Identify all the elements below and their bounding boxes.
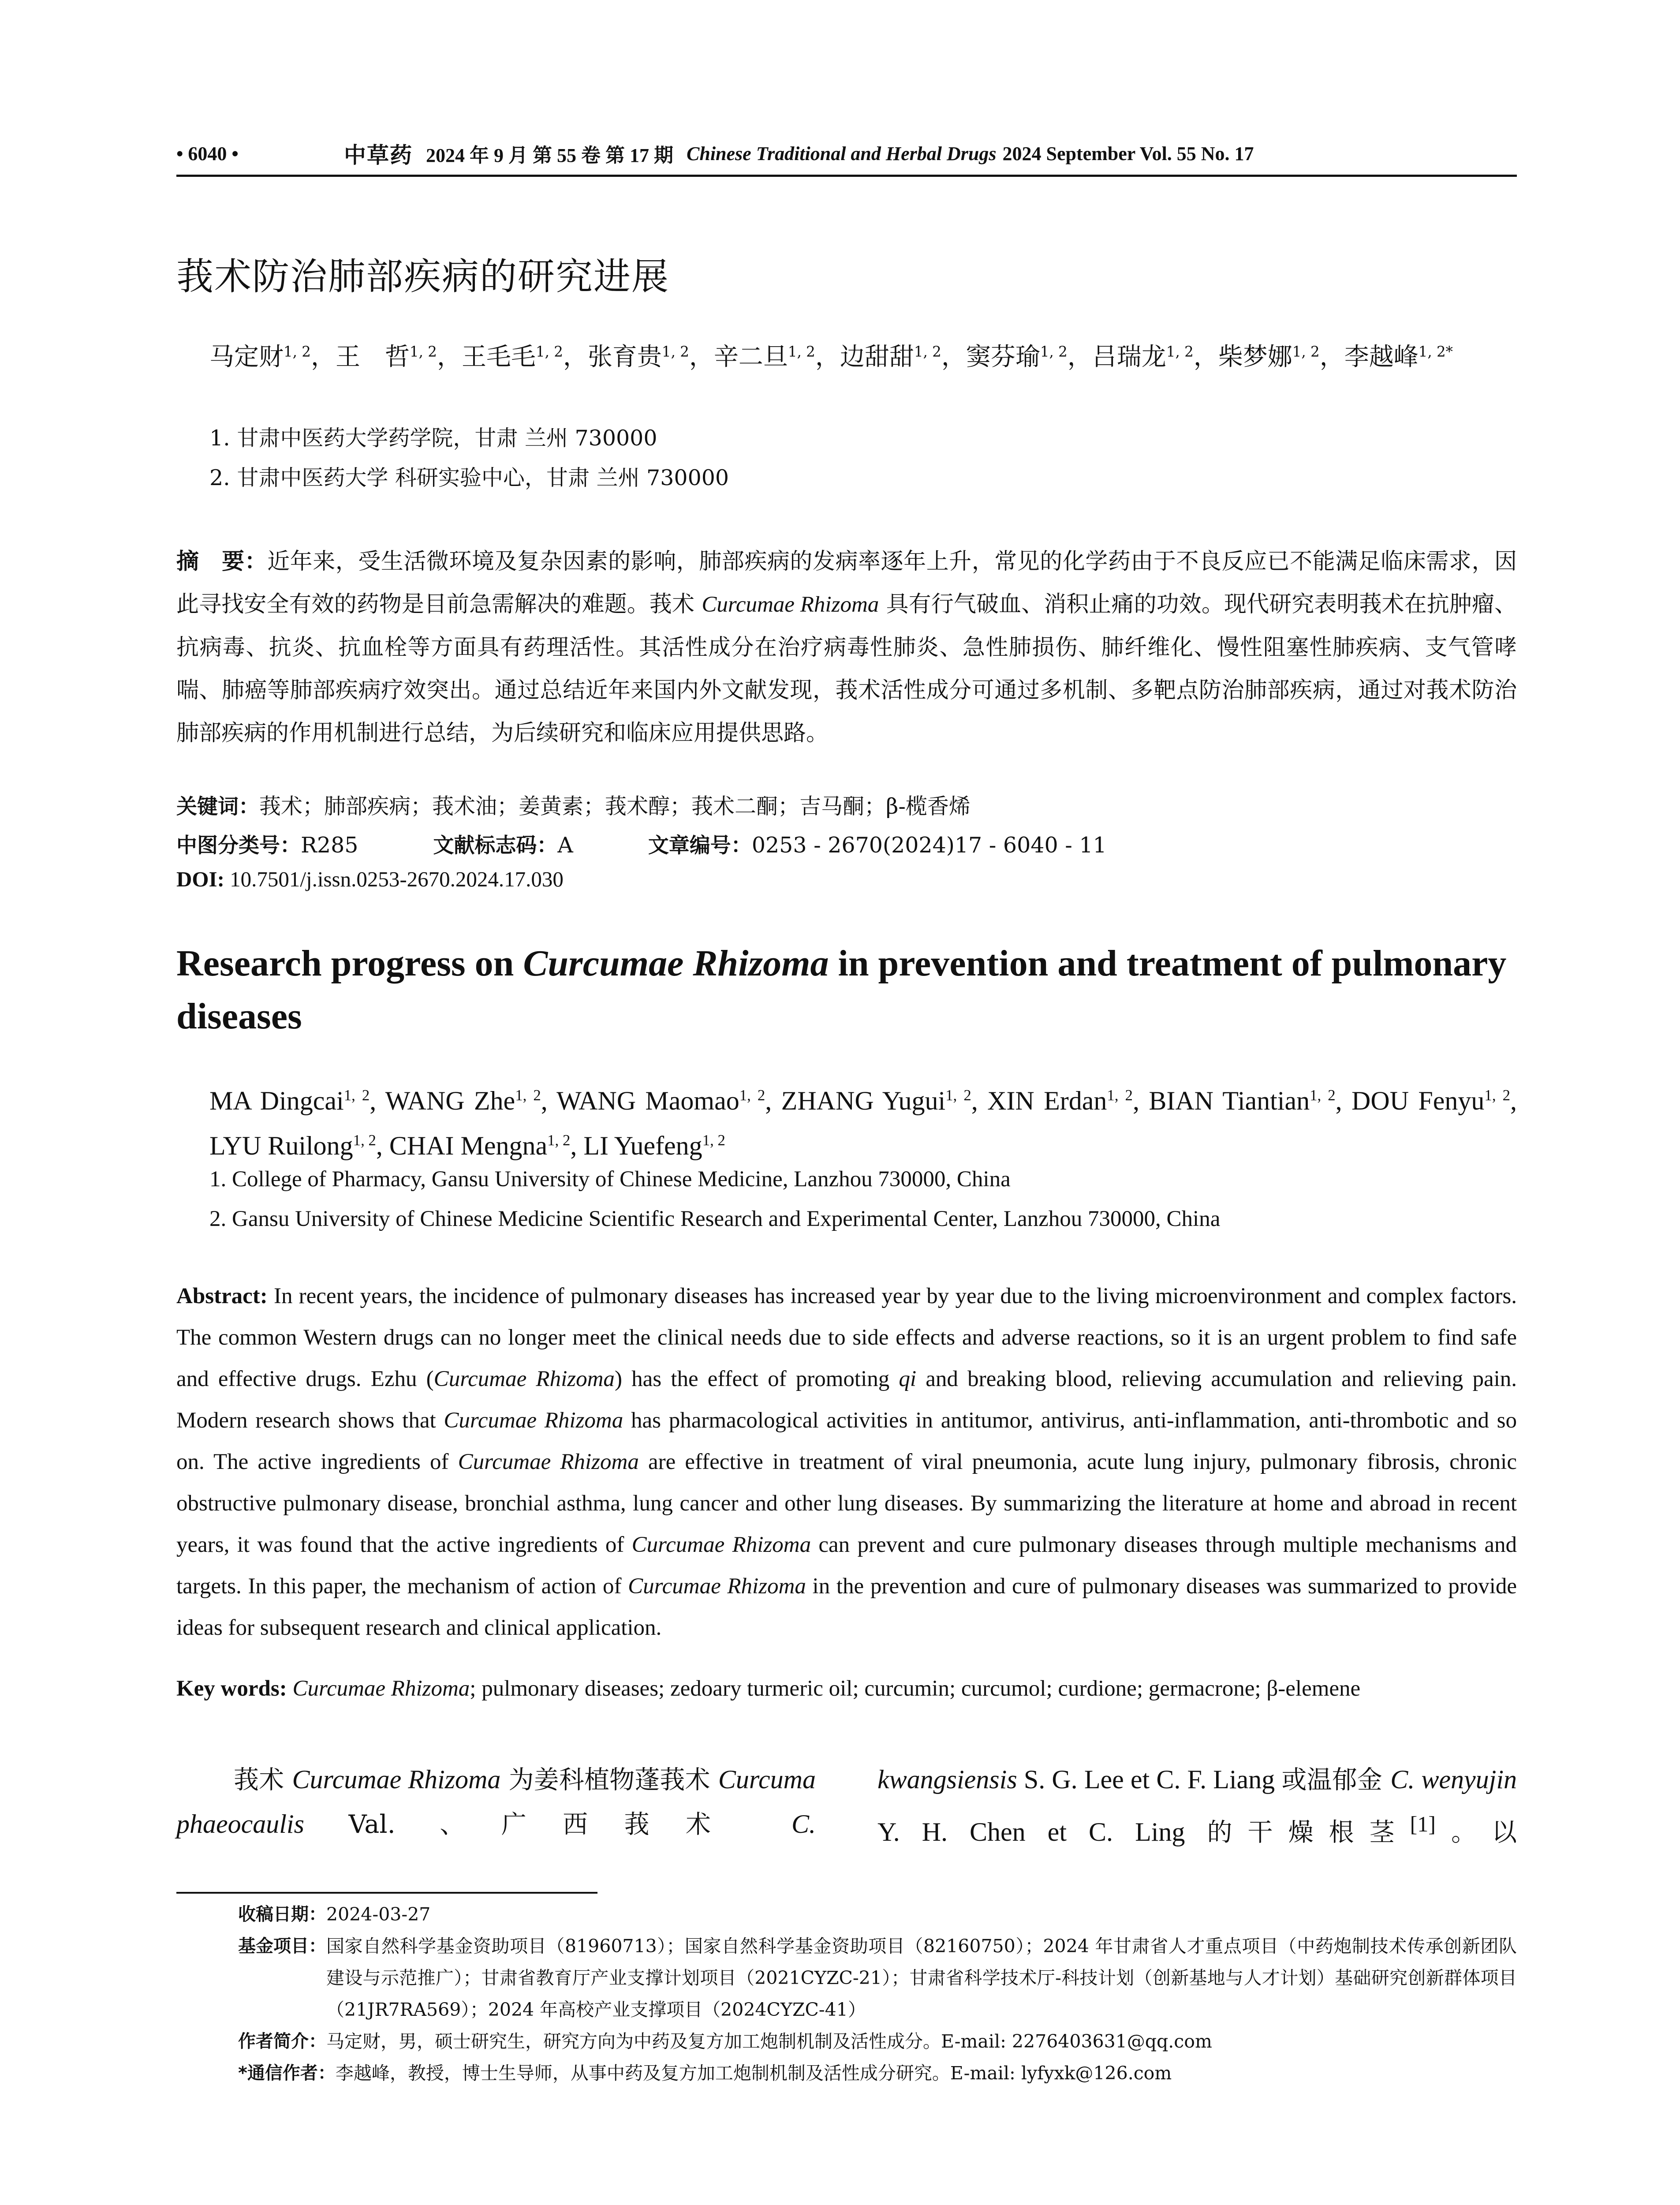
body-text: C. [791, 1809, 816, 1839]
body-text: Y. H. Chen et C. Ling [877, 1817, 1207, 1846]
author-name-en: BIAN Tiantian [1149, 1086, 1310, 1115]
body-text: S. G. Lee et C. F. Liang [1017, 1765, 1282, 1794]
author-affiliation-mark: 1, 2 [343, 1087, 370, 1104]
footnote-fund [238, 1930, 1517, 2026]
title-cn: 莪术防治肺部疾病的研究进展 [176, 255, 670, 298]
received-label: 收稿日期： [238, 1904, 326, 1925]
author-name-cn: 窦芬瑜 [966, 343, 1040, 371]
issue-info-en: 2024 September Vol. 55 No. 17 [1002, 142, 1254, 164]
body-text: Curcuma phaeocaulis [176, 1765, 816, 1839]
doi-value[interactable]: 10.7501/j.issn.0253-2670.2024.17.030 [230, 867, 564, 891]
body-text: 为姜科植物蓬莪术 [500, 1765, 718, 1794]
author-affiliation-mark: 1, 2 [284, 343, 311, 360]
abstract-text-en: can prevent and cure pulmonary diseases through multiple mechanisms and targets. In this paper, the mechanism of action of [176, 1532, 1517, 1599]
author-name-cn: 辛二旦 [713, 343, 788, 371]
author-name-en: WANG Maomao [556, 1086, 739, 1115]
author-name-cn: 边甜甜 [840, 343, 914, 371]
author-affiliation-mark: 1, 2 [945, 1087, 971, 1104]
author-affiliation-mark: 1, 2 [1484, 1087, 1510, 1104]
author-name-cn: 李越峰 [1344, 343, 1419, 371]
doi-line [176, 867, 1517, 892]
title-en-part-1: Research progress on [176, 943, 523, 984]
footnote-rule [176, 1892, 597, 1894]
author-affiliation-mark: 1, 2 [914, 343, 941, 360]
author-name-cn: 马定财 [209, 343, 284, 371]
author-name-en: ZHANG Yugui [781, 1086, 946, 1115]
classification-line [176, 829, 1517, 859]
author-name-en: MA Dingcai [209, 1086, 344, 1115]
author-affiliation-mark: 1, 2 [788, 343, 815, 360]
author-name-cn: 吕瑞龙 [1092, 343, 1166, 371]
article-no-label: 文章编号： [648, 833, 752, 858]
abstract-text-en: ) has the effect of promoting [614, 1367, 899, 1391]
author-name-en: XIN Erdan [987, 1086, 1107, 1115]
author-affiliation-mark: 1, 2 [547, 1132, 571, 1149]
author-bio-label: 作者简介： [238, 2031, 326, 2052]
title-en-part-2: in prevention and treatment of pulmonary diseases [176, 943, 1507, 1037]
abstract-text-en: has pharmacological activities in antitumor, antivirus, anti-inflammation, anti-thrombotic and so on. The active ingredients of [176, 1408, 1517, 1474]
author-name-cn: 柴梦娜 [1218, 343, 1292, 371]
author-bio-text: 马定财，男，硕士研究生，研究方向为中药及复方加工炮制机制及活性成分。E-mail: 2276403631@qq.com [326, 2031, 1212, 2052]
footnote-corresponding [238, 2057, 1517, 2089]
keywords-text-cn: 莪术；肺部疾病；莪术油；姜黄素；莪术醇；莪术二酮；吉马酮；β-榄香烯 [259, 794, 971, 819]
abstract-latin-term: Curcumae Rhizoma [631, 1532, 811, 1557]
footnote-author [238, 2026, 1517, 2057]
author-affiliation-mark: 1, 2 [1166, 343, 1194, 360]
body-text: 或温郁金 [1281, 1765, 1391, 1794]
author-name-en: WANG Zhe [385, 1086, 515, 1115]
received-date: 2024-03-27 [326, 1904, 431, 1925]
corresponding-text: 李越峰，教授，博士生导师，从事中药及复方加工炮制机制及活性成分研究。E-mail: lyfyxk@126.com [335, 2063, 1172, 2084]
abstract-label-cn: 摘 要： [176, 549, 268, 575]
body-text: 莪术 [234, 1765, 292, 1794]
corresponding-label: *通信作者： [238, 2063, 336, 2083]
abstract-text-en: and breaking blood, relieving accumulation and relieving pain. Modern research shows that [176, 1367, 1517, 1433]
abstract-text-en: are effective in treatment of viral pneumonia, acute lung injury, pulmonary fibrosis, chronic obstructive pulmonary disease, bronchial asthma, lung cancer and other lung diseases. By summarizing the literature at home and abroad in recent years, it was found that the active ingredients of [176, 1450, 1517, 1557]
keywords-text-en: ; pulmonary diseases; zedoary turmeric oil; curcumin; curcumol; curdione; germacrone; β-elemene [470, 1676, 1361, 1701]
keywords-en [176, 1676, 1517, 1701]
author-affiliation-mark: 1, 2 [661, 343, 689, 360]
abstract-en [176, 1275, 1517, 1648]
author-affiliation-mark: 1, 2 [353, 1132, 376, 1149]
author-affiliation-mark: 1, 2 [1107, 1087, 1133, 1104]
affiliation-2-en: 2. Gansu University of Chinese Medicine Scientific Research and Experimental Center, Lanzhou 730000, China [209, 1207, 1221, 1231]
affiliation-1-cn: 1. 甘肃中医药大学药学院，甘肃 兰州 730000 [209, 426, 657, 451]
abstract-label-en: Abstract: [176, 1284, 268, 1308]
body-column-left [176, 1757, 816, 1846]
title-en-latin: Curcumae Rhizoma [523, 943, 829, 984]
keywords-cn [176, 789, 1517, 820]
author-affiliation-mark: 1, 2* [1418, 343, 1453, 360]
clc-label: 中图分类号： [176, 833, 301, 858]
citation-mark: [1] [1410, 1812, 1436, 1836]
abstract-latin-term: Curcumae Rhizoma [444, 1408, 623, 1433]
journal-name-en: Chinese Traditional and Herbal Drugs [687, 142, 997, 164]
abstract-latin-cn: Curcumae Rhizoma [702, 592, 879, 617]
author-name-en: LI Yuefeng [583, 1131, 702, 1160]
author-affiliation-mark: 1, 2 [409, 343, 437, 360]
body-column-right [877, 1757, 1517, 1854]
author-list-cn: 马定财$^{1, 2}$，王 哲$^{1, 2}$，王毛毛$^{1, 2}$，张育贵$^{1, 2}$，辛二旦$^{1, 2}$，边甜甜$^{1, 2}$，窦芬瑜$^{1, 2}$，吕瑞龙$^{1, 2}$，柴梦娜$^{1, 2}$，李越峰$^{1, 2*}$ [209, 343, 1453, 371]
author-name-en: CHAI Mengna [389, 1131, 548, 1160]
running-header [176, 132, 1517, 177]
doc-code-label: 文献标志码： [433, 833, 558, 858]
title-en [176, 937, 1517, 1043]
author-affiliation-mark: 1, 2 [535, 343, 563, 360]
body-text: C. wenyujin [1390, 1765, 1517, 1794]
article-no-value: 0253 - 2670(2024)17 - 6040 - 11 [751, 833, 1107, 858]
author-affiliation-mark: 1, 2 [702, 1132, 725, 1149]
doc-code-value: A [557, 833, 573, 858]
author-name-cn: 王毛毛 [461, 343, 536, 371]
footnotes [238, 1899, 1517, 2089]
author-name-en: LYU Ruilong [209, 1131, 353, 1160]
doi-label: DOI: [176, 867, 224, 891]
abstract-text-en: In recent years, the incidence of pulmonary diseases has increased year by year due to the living microenvironment and complex factors. The common Western drugs can no longer meet the clinical needs due to side effects and adverse reactions, so it is an urgent problem to find safe and effective drugs. Ezhu ( [176, 1284, 1517, 1391]
author-name-en: DOU Fenyu [1351, 1086, 1485, 1115]
keywords-latin-en: Curcumae Rhizoma [292, 1676, 470, 1701]
author-affiliation-mark: 1, 2 [739, 1087, 765, 1104]
body-text: Val. 、广西莪术 [304, 1810, 791, 1839]
abstract-latin-term: qi [899, 1367, 917, 1391]
author-affiliation-mark: 1, 2 [1310, 1087, 1336, 1104]
affiliation-1-en: 1. College of Pharmacy, Gansu University of Chinese Medicine, Lanzhou 730000, China [209, 1167, 1011, 1192]
fund-text: 国家自然科学基金资助项目（81960713）；国家自然科学基金资助项目（82160750）；2024 年甘肃省人才重点项目（中药炮制技术传承创新团队建设与示范推广）；甘肃省教育厅产业支撑计划项目（2021CYZC-21）；甘肃省科学技术厅-科技计划（创新基地与人才计划）基础研究创新群体项目（21JR7RA569）；2024 年高校产业支撑项目（2024CYZC-41） [326, 1936, 1517, 2020]
abstract-latin-term: Curcumae Rhizoma [458, 1450, 639, 1474]
author-name-cn: 张育贵 [587, 343, 662, 371]
abstract-latin-term: Curcumae Rhizoma [433, 1367, 615, 1391]
abstract-cn [176, 540, 1517, 755]
fund-label: 基金项目： [238, 1936, 326, 1956]
body-text: Curcumae Rhizoma [292, 1765, 501, 1794]
body-text: kwangsiensis [877, 1765, 1017, 1794]
body-text: 。以 [1435, 1818, 1517, 1847]
keywords-label-cn: 关键词： [176, 795, 259, 819]
affiliation-2-cn: 2. 甘肃中医药大学 科研实验中心，甘肃 兰州 730000 [209, 465, 729, 490]
keywords-label-en: Key words: [176, 1676, 287, 1701]
author-affiliation-mark: 1, 2 [1040, 343, 1068, 360]
abstract-text-cn-2: 具有行气破血、消积止痛的功效。现代研究表明莪术在抗肿瘤、抗病毒、抗炎、抗血栓等方面具有药理活性。其活性成分在治疗病毒性肺炎、急性肺损伤、肺纤维化、慢性阻塞性肺疾病、支气管哮喘、肺癌等肺部疾病疗效突出。通过总结近年来国内外文献发现，莪术活性成分可通过多机制、多靶点防治肺部疾病，通过对莪术防治肺部疾病的作用机制进行总结，为后续研究和临床应用提供思路。 [176, 591, 1517, 746]
journal-name-cn: 中草药 [344, 142, 413, 168]
author-affiliation-mark: 1, 2 [515, 1087, 541, 1104]
footnote-received [238, 1899, 1517, 1930]
body-text: 的干燥根茎 [1207, 1818, 1410, 1847]
author-affiliation-mark: 1, 2 [1292, 343, 1320, 360]
author-list-en: MA Dingcai$^{1, 2}$, WANG Zhe$^{1, 2}$, WANG Maomao$^{1, 2}$, ZHANG Yugui$^{1, 2}$, XIN Erdan$^{1, 2}$, BIAN Tiantian$^{1, 2}$, DOU Fenyu$^{1, 2}$, LYU Ruilong$^{1, 2}$, CHAI Mengna$^{1, 2}$, LI Yuefeng$^{1, 2}$ [209, 1086, 1517, 1160]
page-number: • 6040 • [176, 142, 239, 164]
clc-value: R285 [301, 833, 358, 858]
issue-info-cn: 2024 年 9 月 第 55 卷 第 17 期 [426, 145, 673, 166]
abstract-text-en: in the prevention and cure of pulmonary diseases was summarized to provide ideas for subsequent research and clinical application. [176, 1574, 1517, 1640]
abstract-text-cn: 近年来，受生活微环境及复杂因素的影响，肺部疾病的发病率逐年上升，常见的化学药由于不良反应已不能满足临床需求，因此寻找安全有效的药物是目前急需解决的难题。莪术 [176, 549, 1517, 617]
author-name-cn: 王 哲 [335, 343, 410, 371]
abstract-latin-term: Curcumae Rhizoma [628, 1574, 806, 1599]
